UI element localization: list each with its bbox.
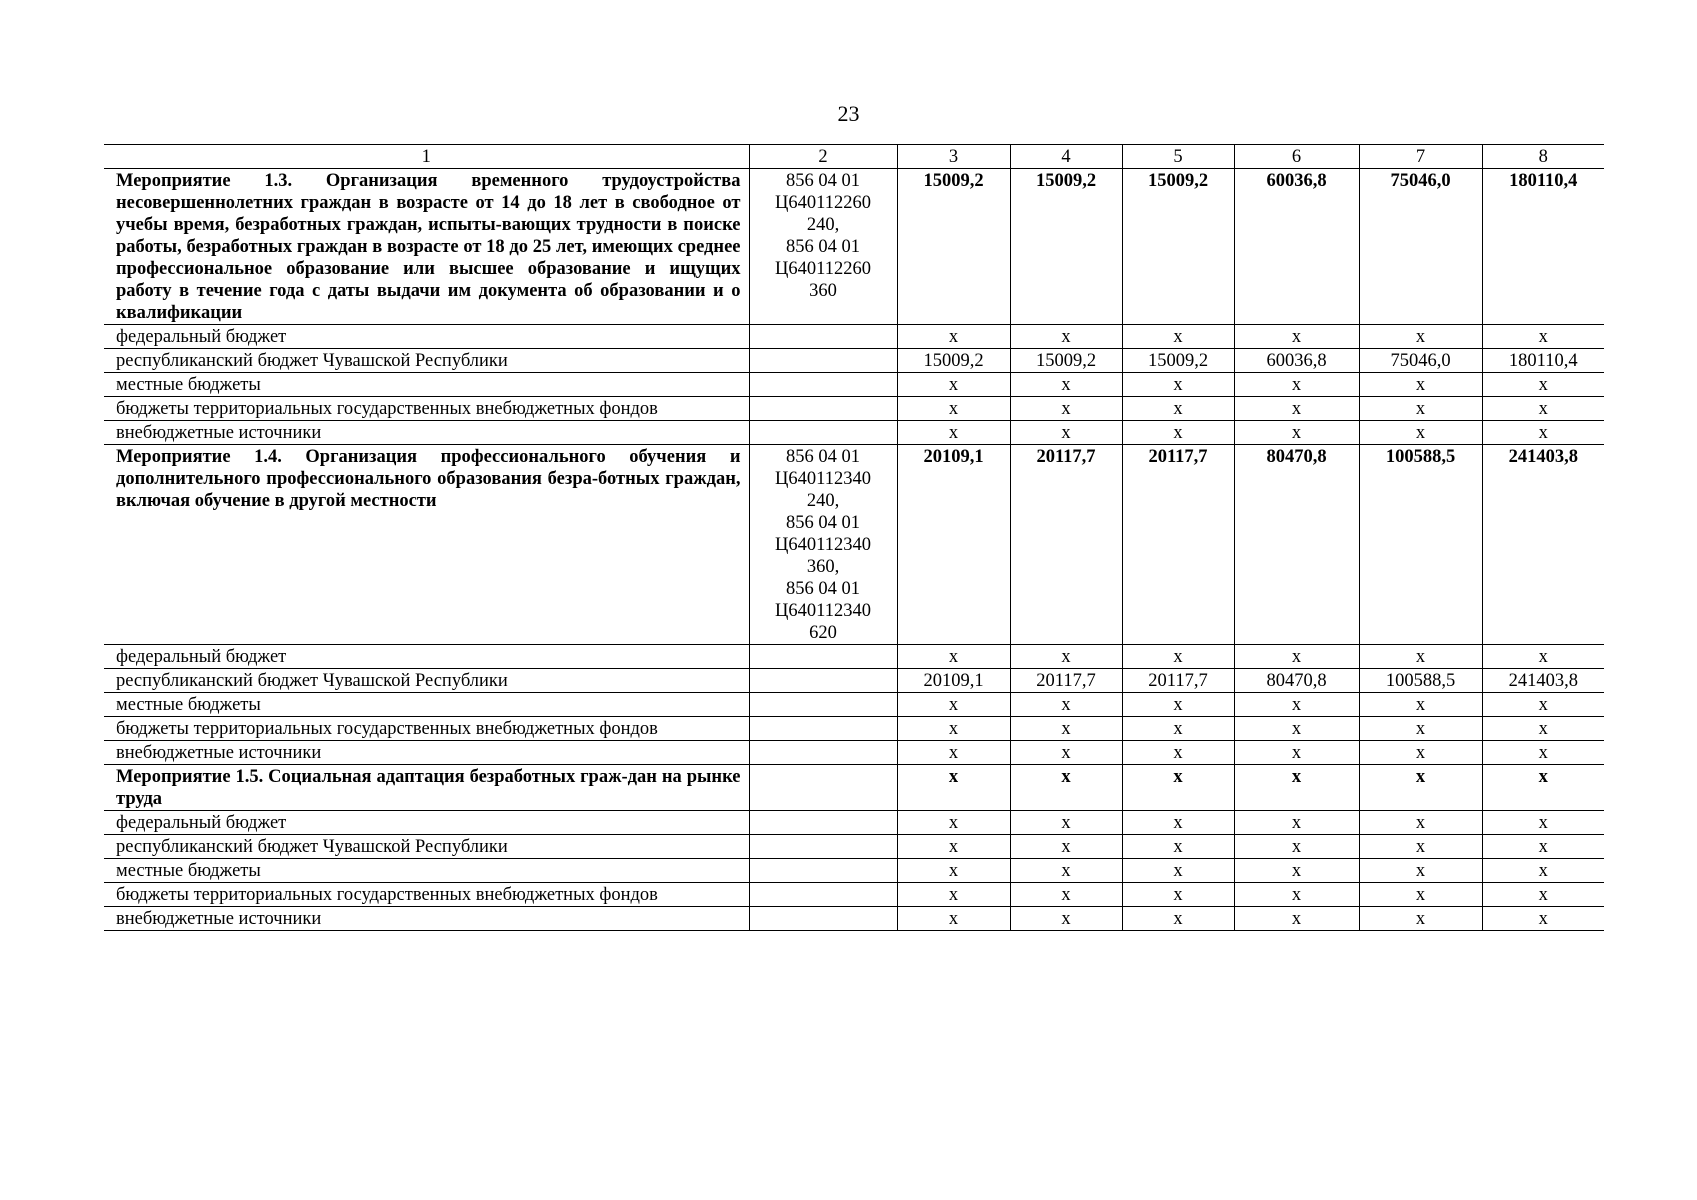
value-cell: 15009,2: [1122, 169, 1234, 325]
value-cell: x: [897, 397, 1010, 421]
value-cell: x: [1359, 811, 1482, 835]
measure-row: [104, 169, 1604, 325]
source-label: местные бюджеты: [104, 373, 749, 397]
value-cell: x: [1234, 421, 1359, 445]
value-cell: x: [1234, 397, 1359, 421]
value-cell: x: [1234, 765, 1359, 811]
value-cell: 180110,4: [1482, 169, 1604, 325]
value-cell: x: [1359, 859, 1482, 883]
local-budgets-row: [104, 859, 1604, 883]
value-cell: x: [1010, 765, 1122, 811]
budget-codes-cell: [749, 669, 897, 693]
value-cell: x: [1122, 645, 1234, 669]
value-cell: 20117,7: [1010, 669, 1122, 693]
value-cell: x: [1010, 811, 1122, 835]
value-cell: 60036,8: [1234, 349, 1359, 373]
measure-title: Мероприятие 1.4. Организация профессионального обучения и дополнительного профессионального образования безра-ботных граждан, включая обучение в другой местности: [104, 445, 749, 645]
value-cell: x: [897, 645, 1010, 669]
local-budgets-row: [104, 693, 1604, 717]
budget-code-line: Ц640112340: [775, 601, 871, 621]
extrabudgetary-sources-row: [104, 421, 1604, 445]
value-cell: 20109,1: [897, 669, 1010, 693]
header-cell: 6: [1234, 145, 1359, 169]
value-cell: 15009,2: [1010, 349, 1122, 373]
value-cell: x: [1010, 397, 1122, 421]
source-label: местные бюджеты: [104, 859, 749, 883]
source-label: бюджеты территориальных государственных внебюджетных фондов: [104, 397, 749, 421]
budget-code-line: Ц640112260: [775, 193, 871, 213]
value-cell: x: [1234, 373, 1359, 397]
value-cell: x: [1359, 717, 1482, 741]
budget-code-line: Ц640112340: [775, 469, 871, 489]
value-cell: x: [1122, 883, 1234, 907]
source-label: федеральный бюджет: [104, 811, 749, 835]
extrabudgetary-funds-row: [104, 883, 1604, 907]
value-cell: x: [1359, 325, 1482, 349]
value-cell: x: [1234, 717, 1359, 741]
value-cell: x: [1359, 765, 1482, 811]
value-cell: x: [1482, 741, 1604, 765]
value-cell: x: [1234, 325, 1359, 349]
budget-code-line: 240,: [806, 491, 840, 511]
value-cell: x: [1122, 835, 1234, 859]
republic-budget-row: [104, 669, 1604, 693]
value-cell: 100588,5: [1359, 669, 1482, 693]
value-cell: x: [1482, 421, 1604, 445]
value-cell: x: [1010, 883, 1122, 907]
local-budgets-row: [104, 373, 1604, 397]
measure-title: Мероприятие 1.3. Организация временного трудоустройства несовершеннолетних граждан в возрасте от 14 до 18 лет в свободное от учебы время, безработных граждан, испыты-вающих трудности в поиске работы, безработных граждан в возрасте от 18 до 25 лет, имеющих среднее профессиональное образование или высшее образование и ищущих работу в течение года с даты выдачи им документа об образовании и о квалификации: [104, 169, 749, 325]
value-cell: x: [897, 693, 1010, 717]
budget-code-line: 856 04 01: [786, 579, 860, 599]
federal-budget-row: [104, 645, 1604, 669]
value-cell: x: [1122, 373, 1234, 397]
value-cell: 15009,2: [1122, 349, 1234, 373]
value-cell: x: [1010, 859, 1122, 883]
measure-title: Мероприятие 1.5. Социальная адаптация безработных граж-дан на рынке труда: [104, 765, 749, 811]
budget-codes-cell: [749, 717, 897, 741]
budget-code-line: 856 04 01: [786, 447, 860, 467]
budget-table: [104, 144, 1604, 931]
value-cell: x: [1122, 397, 1234, 421]
value-cell: x: [1359, 373, 1482, 397]
value-cell: x: [897, 421, 1010, 445]
value-cell: 20109,1: [897, 445, 1010, 645]
source-label: внебюджетные источники: [104, 907, 749, 931]
source-label: республиканский бюджет Чувашской Республики: [104, 349, 749, 373]
value-cell: x: [1122, 741, 1234, 765]
extrabudgetary-sources-row: [104, 907, 1604, 931]
value-cell: x: [1482, 325, 1604, 349]
budget-code-line: Ц640112260: [775, 259, 871, 279]
value-cell: x: [1359, 397, 1482, 421]
value-cell: x: [1482, 693, 1604, 717]
budget-codes-cell: [749, 859, 897, 883]
source-label: внебюджетные источники: [104, 741, 749, 765]
budget-codes-cell: [749, 693, 897, 717]
budget-codes-cell: [749, 445, 897, 645]
value-cell: x: [1482, 835, 1604, 859]
header-cell: 5: [1122, 145, 1234, 169]
value-cell: x: [1482, 883, 1604, 907]
header-cell: 2: [749, 145, 897, 169]
value-cell: x: [1359, 835, 1482, 859]
header-cell: 8: [1482, 145, 1604, 169]
budget-code-line: 856 04 01: [786, 171, 860, 191]
value-cell: x: [1234, 883, 1359, 907]
header-cell: 1: [104, 145, 749, 169]
budget-code-line: 240,: [806, 215, 840, 235]
value-cell: x: [1010, 741, 1122, 765]
source-label: внебюджетные источники: [104, 421, 749, 445]
value-cell: x: [1122, 811, 1234, 835]
value-cell: x: [1359, 645, 1482, 669]
budget-codes-cell: [749, 811, 897, 835]
value-cell: 80470,8: [1234, 669, 1359, 693]
extrabudgetary-sources-row: [104, 741, 1604, 765]
value-cell: 80470,8: [1234, 445, 1359, 645]
value-cell: x: [1234, 741, 1359, 765]
budget-code-line: 360: [809, 281, 837, 301]
value-cell: x: [1482, 397, 1604, 421]
value-cell: x: [1122, 717, 1234, 741]
republic-budget-row: [104, 349, 1604, 373]
budget-code-line: 360,: [806, 557, 840, 577]
value-cell: 20117,7: [1010, 445, 1122, 645]
source-label: федеральный бюджет: [104, 645, 749, 669]
value-cell: x: [1010, 325, 1122, 349]
value-cell: x: [1482, 645, 1604, 669]
value-cell: x: [1234, 835, 1359, 859]
value-cell: x: [897, 811, 1010, 835]
value-cell: x: [1234, 907, 1359, 931]
value-cell: x: [1234, 811, 1359, 835]
budget-codes-cell: [749, 397, 897, 421]
value-cell: x: [1359, 883, 1482, 907]
budget-code-line: 856 04 01: [786, 237, 860, 257]
page-number: 23: [837, 101, 860, 126]
value-cell: x: [1482, 717, 1604, 741]
budget-codes-cell: [749, 421, 897, 445]
value-cell: 100588,5: [1359, 445, 1482, 645]
source-label: республиканский бюджет Чувашской Республики: [104, 669, 749, 693]
value-cell: x: [897, 859, 1010, 883]
source-label: местные бюджеты: [104, 693, 749, 717]
budget-code-line: Ц640112340: [775, 535, 871, 555]
source-label: бюджеты территориальных государственных внебюджетных фондов: [104, 717, 749, 741]
value-cell: x: [1234, 693, 1359, 717]
value-cell: x: [1359, 421, 1482, 445]
budget-codes-cell: [749, 349, 897, 373]
measure-row: [104, 765, 1604, 811]
extrabudgetary-funds-row: [104, 717, 1604, 741]
value-cell: x: [1482, 373, 1604, 397]
value-cell: x: [897, 835, 1010, 859]
measure-row: [104, 445, 1604, 645]
value-cell: x: [1122, 325, 1234, 349]
value-cell: 20117,7: [1122, 669, 1234, 693]
value-cell: x: [1010, 693, 1122, 717]
value-cell: x: [897, 717, 1010, 741]
federal-budget-row: [104, 811, 1604, 835]
source-label: республиканский бюджет Чувашской Республики: [104, 835, 749, 859]
value-cell: x: [897, 765, 1010, 811]
budget-codes-cell: [749, 765, 897, 811]
value-cell: x: [1122, 421, 1234, 445]
header-cell: 7: [1359, 145, 1482, 169]
value-cell: 180110,4: [1482, 349, 1604, 373]
value-cell: 15009,2: [1010, 169, 1122, 325]
value-cell: x: [1359, 741, 1482, 765]
value-cell: x: [1010, 717, 1122, 741]
budget-codes-cell: [749, 169, 897, 325]
budget-code-line: 856 04 01: [786, 513, 860, 533]
value-cell: x: [897, 325, 1010, 349]
value-cell: x: [1010, 835, 1122, 859]
source-label: бюджеты территориальных государственных внебюджетных фондов: [104, 883, 749, 907]
value-cell: 15009,2: [897, 349, 1010, 373]
budget-codes-cell: [749, 741, 897, 765]
budget-codes-cell: [749, 883, 897, 907]
value-cell: x: [1010, 373, 1122, 397]
budget-codes-cell: [749, 325, 897, 349]
value-cell: 75046,0: [1359, 169, 1482, 325]
extrabudgetary-funds-row: [104, 397, 1604, 421]
value-cell: x: [897, 907, 1010, 931]
value-cell: 241403,8: [1482, 669, 1604, 693]
republic-budget-row: [104, 835, 1604, 859]
source-label: федеральный бюджет: [104, 325, 749, 349]
value-cell: 20117,7: [1122, 445, 1234, 645]
value-cell: x: [1010, 421, 1122, 445]
federal-budget-row: [104, 325, 1604, 349]
header-row: [104, 145, 1604, 169]
value-cell: 75046,0: [1359, 349, 1482, 373]
value-cell: x: [897, 883, 1010, 907]
value-cell: x: [1359, 907, 1482, 931]
budget-code-line: 620: [809, 623, 837, 643]
value-cell: x: [1010, 907, 1122, 931]
table-body: [104, 145, 1604, 931]
value-cell: x: [1122, 859, 1234, 883]
value-cell: x: [897, 741, 1010, 765]
value-cell: x: [1122, 907, 1234, 931]
header-cell: 4: [1010, 145, 1122, 169]
value-cell: x: [1234, 645, 1359, 669]
value-cell: 241403,8: [1482, 445, 1604, 645]
value-cell: x: [1482, 811, 1604, 835]
budget-codes-cell: [749, 645, 897, 669]
value-cell: x: [1010, 645, 1122, 669]
value-cell: x: [1482, 765, 1604, 811]
budget-codes-cell: [749, 373, 897, 397]
value-cell: 15009,2: [897, 169, 1010, 325]
value-cell: x: [1482, 907, 1604, 931]
value-cell: x: [1482, 859, 1604, 883]
value-cell: 60036,8: [1234, 169, 1359, 325]
header-cell: 3: [897, 145, 1010, 169]
value-cell: x: [1122, 765, 1234, 811]
budget-codes-cell: [749, 835, 897, 859]
value-cell: x: [1122, 693, 1234, 717]
value-cell: x: [1234, 859, 1359, 883]
value-cell: x: [897, 373, 1010, 397]
budget-codes-cell: [749, 907, 897, 931]
value-cell: x: [1359, 693, 1482, 717]
